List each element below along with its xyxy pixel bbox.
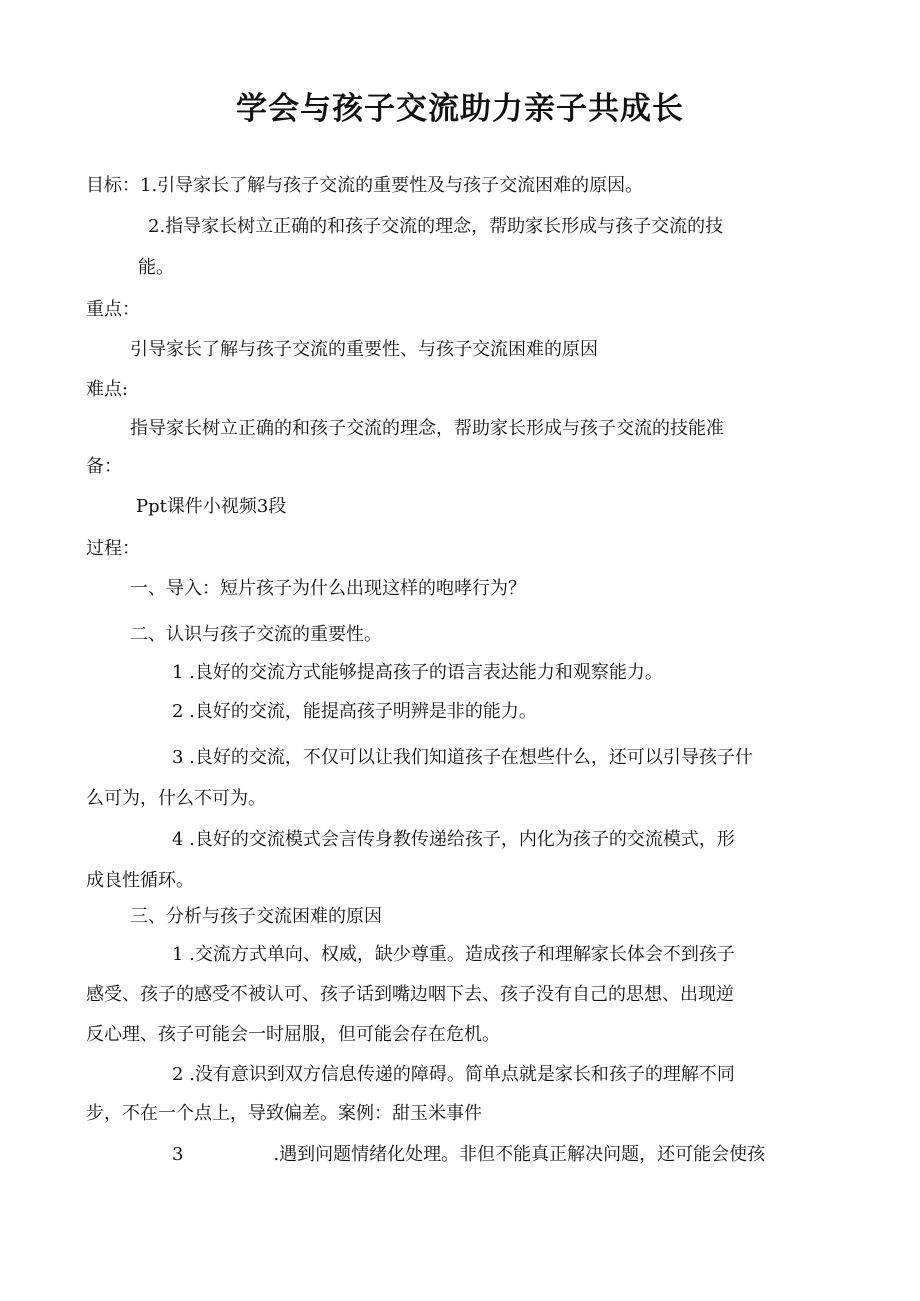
document-title: 学会与孩子交流助力亲子共成长 (236, 90, 684, 127)
materials-text: Ppt课件小视频3段 (136, 496, 287, 517)
section-2-item-3-line-1: 3 .良好的交流，不仅可以让我们知道孩子在想些什么，还可以引导孩子什 (172, 747, 753, 768)
difficulty-text: 指导家长树立正确的和孩子交流的理念，帮助家长形成与孩子交流的技能准 (130, 418, 724, 439)
section-1-intro: 一、导入：短片孩子为什么出现这样的咆哮行为？ (130, 578, 526, 599)
section-3-item-3-line-1 (172, 1143, 765, 1167)
section-3-item-1-line-2: 感受、孩子的感受不被认可、孩子话到嘴边咽下去、孩子没有自己的思想、出现逆 (86, 984, 734, 1005)
process-label: 过程： (86, 538, 140, 559)
section-3-item-1-line-1: 1 .交流方式单向、权威，缺少尊重。造成孩子和理解家长体会不到孩子 (172, 944, 735, 965)
key-point-text: 引导家长了解与孩子交流的重要性、与孩子交流困难的原因 (130, 339, 598, 360)
section-3-item-3-number: 3 (172, 1144, 184, 1165)
goal-item-2-line-2: 能。 (138, 257, 174, 278)
goal-item-2-line-1: 2.指导家长树立正确的和孩子交流的理念，帮助家长形成与孩子交流的技 (148, 216, 724, 237)
section-2-item-4-line-2: 成良性循环。 (86, 870, 194, 891)
section-2-heading: 二、认识与孩子交流的重要性。 (130, 624, 382, 645)
section-2-item-4-line-1: 4 .良好的交流模式会言传身教传递给孩子，内化为孩子的交流模式，形 (172, 829, 735, 850)
section-3-heading: 三、分析与孩子交流困难的原因 (130, 906, 382, 927)
goal-item-1: 1.引导家长了解与孩子交流的重要性及与孩子交流困难的原因。 (140, 175, 644, 196)
section-3-item-2-line-2: 步，不在一个点上，导致偏差。案例：甜玉米事件 (86, 1103, 482, 1124)
difficulty-text-cont: 备： (86, 456, 122, 477)
section-3-item-3-text: .遇到问题情绪化处理。非但不能真正解决问题，还可能会使孩 (273, 1144, 766, 1165)
difficulty-label: 难点: (86, 379, 129, 400)
goal-label: 目标： (86, 175, 140, 196)
section-2-item-1: 1 .良好的交流方式能够提高孩子的语言表达能力和观察能力。 (172, 662, 663, 683)
section-3-item-2-line-1: 2 .没有意识到双方信息传递的障碍。简单点就是家长和孩子的理解不同 (172, 1064, 735, 1085)
section-2-item-3-line-2: 么可为，什么不可为。 (86, 788, 266, 809)
goal-line-1 (86, 174, 643, 198)
section-3-item-1-line-3: 反心理、孩子可能会一时屈服，但可能会存在危机。 (86, 1024, 500, 1045)
section-2-item-2: 2 .良好的交流，能提高孩子明辨是非的能力。 (172, 701, 537, 722)
key-point-label: 重点： (86, 299, 140, 320)
